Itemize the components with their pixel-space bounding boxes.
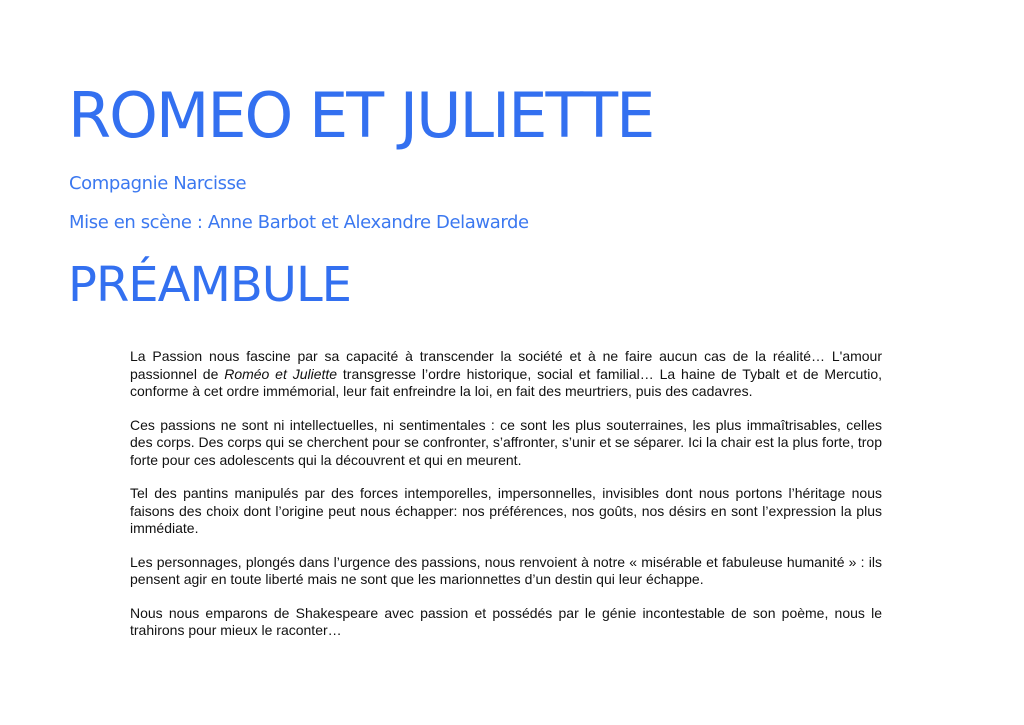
paragraph-1-text-start: La Passion nous fascine par sa capacité à transcender la société et à ne faire aucun cas de la réalité… L'amour passionnel de — [130, 348, 882, 382]
paragraph-4: Les personnages, plongés dans l’urgence des passions, nous renvoient à notre « misérable et fabuleuse humanité » : ils pensent agir en toute liberté mais ne sont que les marionnettes d’un destin qui leur échappe. — [130, 553, 882, 587]
paragraph-2: Ces passions ne sont ni intellectuelles, ni sentimentales : ce sont les plus souterraines, les plus immaîtrisables, celles des corps. Des corps qui se cherchent pour se confronter, s’affronter, s’unir et se séparer. Ici la chair est la plus forte, trop forte pour ces adolescents qui la découvrent et qui en meurent. — [130, 416, 882, 468]
company-name: Compagnie Narcisse — [69, 173, 247, 194]
paragraph-3: Tel des pantins manipulés par des forces intemporelles, impersonnelles, invisibles dont nous portons l’héritage nous faisons des choix dont l’origine peut nous échapper: nos préférences, nos goûts, nos désirs en sont l’expression la plus immédiate. — [130, 485, 882, 536]
preamble-body — [130, 348, 882, 656]
direction-credit: Mise en scène : Anne Barbot et Alexandre Delawarde — [69, 212, 529, 233]
paragraph-5: Nous nous emparons de Shakespeare avec passion et possédés par le génie incontestable de son poème, nous le trahirons pour mieux le raconter… — [130, 604, 882, 638]
paragraph-1 — [130, 348, 882, 401]
section-heading: PRÉAMBULE — [68, 257, 352, 313]
paragraph-1-text-end: transgresse l’ordre historique, social et familial… La haine de Tybalt et de Mercutio, conforme à cet ordre immémorial, leur fait enfreindre la loi, en fait des meurtriers, puis des cadavres. — [130, 365, 882, 399]
play-title-italic: Roméo et Juliette — [224, 365, 338, 382]
document-title: ROMEO ET JULIETTE — [68, 79, 654, 152]
